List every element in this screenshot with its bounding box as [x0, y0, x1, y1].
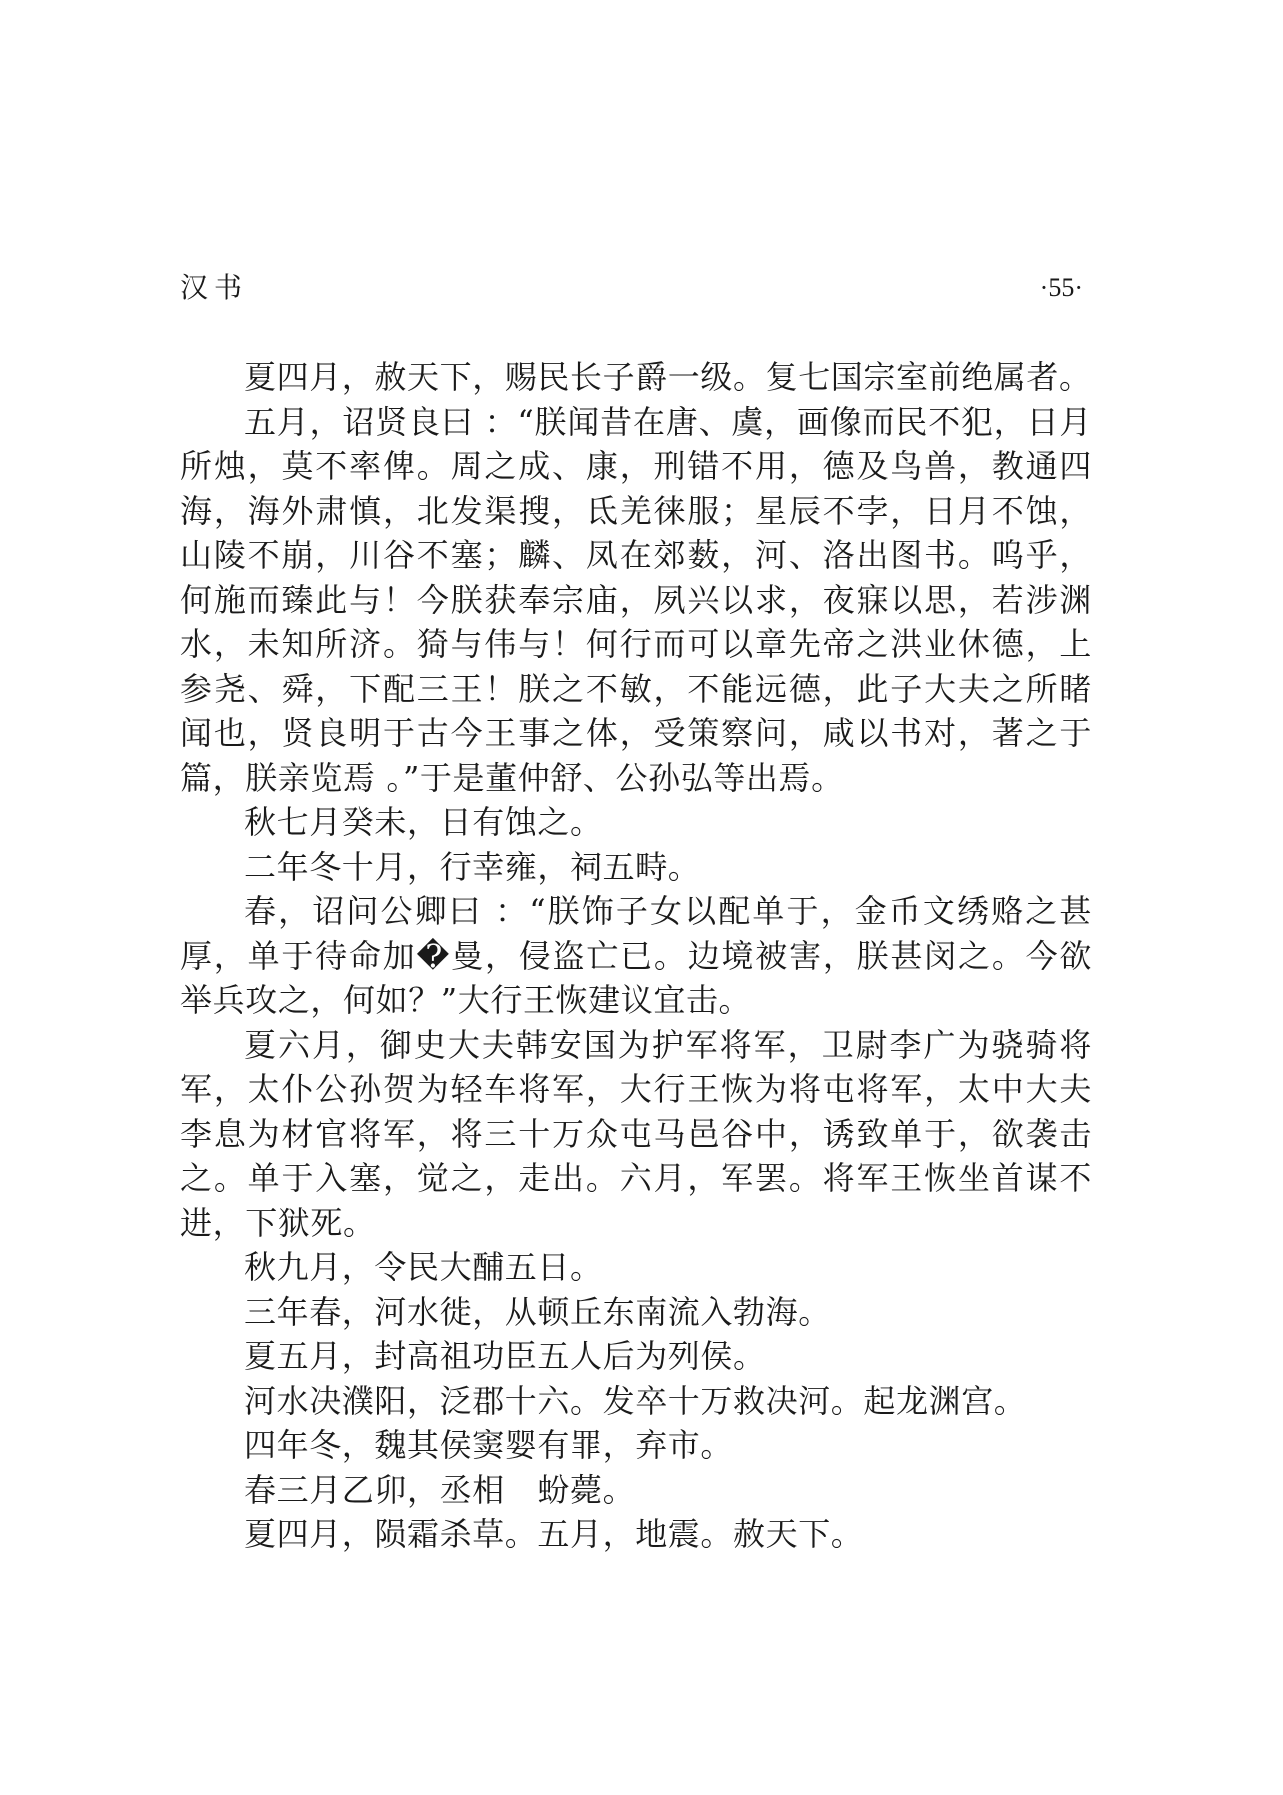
paragraph: 五月，诏贤良曰 ：“朕闻昔在唐、虞，画像而民不犯，日月所烛，莫不率俾。周之成、康，刑错不用，德及鸟兽，教通四海，海外肃慎，北发渠搜，氐羌徕服；星辰不孛，日月不蚀，山陵不崩，川谷不塞；麟、凤在郊薮，河、洛出图书。呜乎，何施而臻此与！今朕获奉宗庙，夙兴以求，夜寐以思，若涉渊水，未知所济。猗与伟与！何行而可以章先帝之洪业休德，上参尧、舜，下配三王！朕之不敏，不能远德，此子大夫之所睹闻也，贤良明于古今王事之体，受策察问，咸以书对，著之于篇，朕亲览焉 。”于是董仲舒、公孙弘等出焉。 — [180, 402, 1092, 797]
paragraph: 夏五月，封高祖功臣五人后为列侯。 — [244, 1337, 766, 1375]
paragraph: 春，诏问公卿曰 ：“朕饰子女以配单于，金币文绣赂之甚厚，单于待命加�曼，侵盗亡已。边境被害，朕甚闵之。今欲举兵攻之，何如？”大行王恢建议宜击。 — [180, 892, 1092, 1019]
body-text — [180, 355, 1092, 1557]
running-header-title: 汉书 — [180, 271, 249, 304]
paragraph: 二年冬十月，行幸雍，祠五畤。 — [244, 847, 701, 886]
paragraph: 三年春，河水徙，从顿丘东南流入勃海。 — [244, 1292, 831, 1331]
page-number: ·55· — [1039, 273, 1083, 302]
paragraph: 河水决濮阳，泛郡十六。发卒十万救决河。起龙渊宫。 — [244, 1381, 1027, 1420]
paragraph: 春三月乙卯，丞相 蚡薨。 — [244, 1470, 636, 1509]
paragraph: 四年冬，魏其侯窦婴有罪，弃市。 — [244, 1426, 734, 1464]
paragraph: 秋七月癸未，日有蚀之。 — [244, 803, 603, 841]
paragraph: 夏四月，赦天下，赐民长子爵一级。复七国宗室前绝属者。 — [244, 358, 1092, 396]
paragraph: 夏四月，陨霜杀草。五月，地震。赦天下。 — [244, 1515, 864, 1553]
paragraph: 夏六月，御史大夫韩安国为护军将军，卫尉李广为骁骑将军，太仆公孙贺为轻车将军，大行王恢为将屯将军，太中大夫李息为材官将军，将三十万众屯马邑谷中，诱致单于，欲袭击之。单于入塞，觉之，走出。六月，军罢。将军王恢坐首谋不进，下狱死。 — [180, 1025, 1092, 1242]
paragraph: 秋九月，令民大酺五日。 — [244, 1248, 603, 1286]
